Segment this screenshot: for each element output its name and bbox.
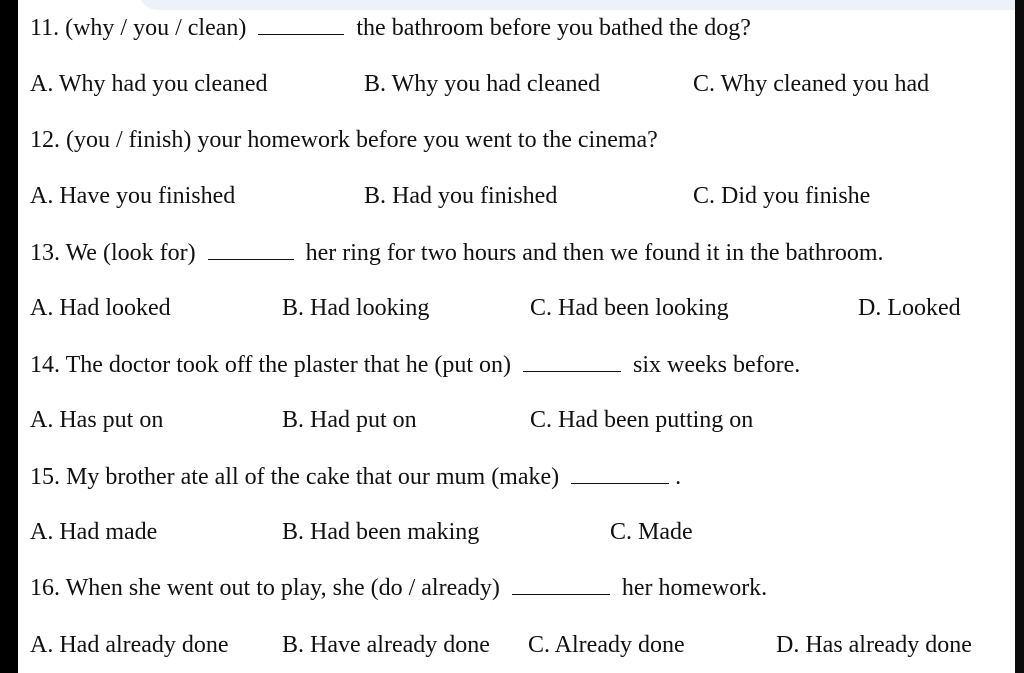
answer-blank: [571, 457, 669, 484]
question-number: 11.: [30, 15, 60, 41]
question-number: 14.: [30, 352, 60, 378]
question-text: the bathroom before you bathed the dog?: [356, 15, 751, 41]
options-15: [18, 512, 1015, 552]
question-number: 13.: [30, 240, 60, 266]
answer-blank: [523, 345, 621, 372]
option-c[interactable]: C. Why cleaned you had: [693, 71, 930, 97]
option-b[interactable]: B. Had you finished: [364, 183, 558, 209]
answer-blank: [258, 8, 344, 35]
option-c[interactable]: C. Had been looking: [530, 295, 729, 321]
answer-blank: [208, 233, 294, 260]
question-number: 12.: [30, 127, 60, 153]
question-16: [18, 568, 1015, 608]
option-a[interactable]: A. Why had you cleaned: [30, 71, 268, 97]
option-b[interactable]: B. Have already done: [282, 632, 490, 658]
question-text: six weeks before.: [633, 352, 801, 378]
option-a[interactable]: A. Have you finished: [30, 183, 236, 209]
option-c[interactable]: C. Had been putting on: [530, 407, 754, 433]
option-b[interactable]: B. Had put on: [282, 407, 417, 433]
question-prompt: We (look for): [65, 240, 196, 266]
worksheet-page: [18, 0, 1015, 673]
option-c[interactable]: C. Already done: [528, 632, 685, 658]
option-a[interactable]: A. Had already done: [30, 632, 229, 658]
option-b[interactable]: B. Had looking: [282, 295, 430, 321]
question-text: her homework.: [621, 575, 768, 601]
right-edge-bar: [1015, 0, 1024, 673]
question-11: [18, 8, 1015, 48]
options-16: [18, 625, 1015, 665]
options-13: [18, 288, 1015, 328]
option-c[interactable]: C. Made: [610, 519, 693, 545]
question-text: .: [675, 464, 682, 490]
options-12: [18, 176, 1015, 216]
question-14: [18, 345, 1015, 385]
question-number: 15.: [30, 464, 60, 490]
question-13: [18, 233, 1015, 273]
option-a[interactable]: A. Had looked: [30, 295, 171, 321]
option-b[interactable]: B. Had been making: [282, 519, 480, 545]
options-11: [18, 64, 1015, 104]
option-a[interactable]: A. Had made: [30, 519, 158, 545]
question-prompt: When she went out to play, she (do / already): [65, 575, 500, 601]
option-d[interactable]: D. Looked: [858, 295, 961, 321]
question-text: her ring for two hours and then we found it in the bathroom.: [305, 240, 884, 266]
question-prompt: The doctor took off the plaster that he (put on): [65, 352, 512, 378]
question-number: 16.: [30, 575, 60, 601]
answer-blank: [512, 568, 610, 595]
option-a[interactable]: A. Has put on: [30, 407, 164, 433]
question-12: [18, 120, 1015, 160]
option-b[interactable]: B. Why you had cleaned: [364, 71, 601, 97]
question-prompt: (why / you / clean): [65, 15, 247, 41]
question-15: [18, 457, 1015, 497]
option-d[interactable]: D. Has already done: [776, 632, 972, 658]
options-14: [18, 400, 1015, 440]
question-text: (you / finish) your homework before you went to the cinema?: [66, 127, 658, 153]
question-prompt: My brother ate all of the cake that our mum (make): [66, 464, 560, 490]
option-c[interactable]: C. Did you finishe: [693, 183, 871, 209]
